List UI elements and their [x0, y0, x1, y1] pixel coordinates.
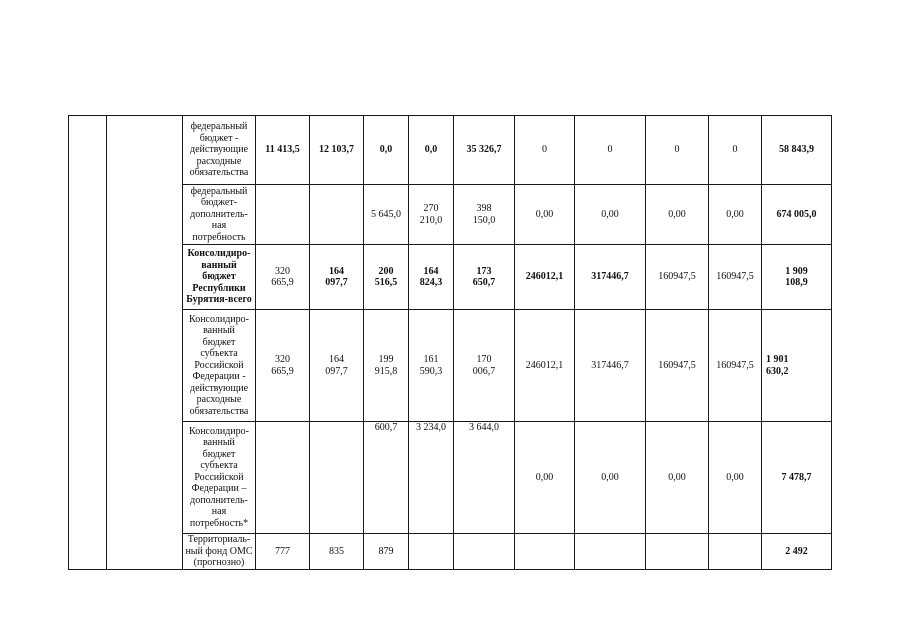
value-cell: 317446,7	[575, 310, 646, 422]
merged-number-cell	[69, 116, 107, 570]
value-cell: 200 516,5	[364, 245, 409, 310]
value-cell: 0	[515, 116, 575, 185]
value-cell: 0,00	[575, 185, 646, 245]
value-cell: 164 097,7	[310, 310, 364, 422]
value-cell: 35 326,7	[454, 116, 515, 185]
table-row	[69, 534, 832, 570]
value-cell: 3 234,0	[409, 422, 454, 534]
merged-name-cell	[107, 116, 183, 570]
value-cell: 161 590,3	[409, 310, 454, 422]
table-row	[69, 310, 832, 422]
source-label: Консолидиро- ванный бюджет Республики Бурятия-всего	[183, 245, 256, 310]
source-label: федеральный бюджет- дополнитель- ная потребность	[183, 185, 256, 245]
value-cell: 879	[364, 534, 409, 570]
value-cell	[310, 422, 364, 534]
value-cell: 0,00	[709, 185, 762, 245]
value-cell: 777	[256, 534, 310, 570]
value-cell	[256, 185, 310, 245]
total-cell: 674 005,0	[762, 185, 832, 245]
value-cell: 11 413,5	[256, 116, 310, 185]
value-cell: 160947,5	[646, 245, 709, 310]
value-cell	[409, 534, 454, 570]
value-cell: 3 644,0	[454, 422, 515, 534]
table-row	[69, 185, 832, 245]
value-cell: 246012,1	[515, 245, 575, 310]
value-cell: 164 824,3	[409, 245, 454, 310]
value-cell: 199 915,8	[364, 310, 409, 422]
source-label: Консолидиро- ванный бюджет субъекта Российской Федерации – дополнитель- ная потребность*	[183, 422, 256, 534]
value-cell: 0,00	[515, 185, 575, 245]
table-row	[69, 422, 832, 534]
value-cell	[646, 534, 709, 570]
value-cell: 600,7	[364, 422, 409, 534]
value-cell: 0,00	[709, 422, 762, 534]
value-cell	[256, 422, 310, 534]
budget-table	[68, 115, 832, 570]
value-cell: 0	[646, 116, 709, 185]
value-cell: 164 097,7	[310, 245, 364, 310]
value-cell: 0,00	[575, 422, 646, 534]
table-row	[69, 245, 832, 310]
value-cell: 246012,1	[515, 310, 575, 422]
value-cell: 12 103,7	[310, 116, 364, 185]
value-cell: 0,00	[515, 422, 575, 534]
table-row	[69, 116, 832, 185]
value-cell: 317446,7	[575, 245, 646, 310]
value-cell: 0	[575, 116, 646, 185]
value-cell	[454, 534, 515, 570]
value-cell	[709, 534, 762, 570]
value-cell: 170 006,7	[454, 310, 515, 422]
source-label: федеральный бюджет - действующие расходные обязательства	[183, 116, 256, 185]
value-cell	[310, 185, 364, 245]
total-cell: 1 901 630,2	[762, 310, 832, 422]
value-cell: 270 210,0	[409, 185, 454, 245]
total-cell: 1 909 108,9	[762, 245, 832, 310]
total-cell: 7 478,7	[762, 422, 832, 534]
value-cell: 5 645,0	[364, 185, 409, 245]
value-cell: 320 665,9	[256, 310, 310, 422]
total-cell: 58 843,9	[762, 116, 832, 185]
value-cell: 398 150,0	[454, 185, 515, 245]
value-cell: 160947,5	[709, 245, 762, 310]
value-cell: 0,0	[364, 116, 409, 185]
value-cell: 173 650,7	[454, 245, 515, 310]
total-cell: 2 492	[762, 534, 832, 570]
source-label: Консолидиро- ванный бюджет субъекта Российской Федерации - действующие расходные обязательства	[183, 310, 256, 422]
source-label: Территориаль- ный фонд ОМС (прогнозно)	[183, 534, 256, 570]
value-cell: 0,00	[646, 422, 709, 534]
value-cell: 0,00	[646, 185, 709, 245]
value-cell	[575, 534, 646, 570]
value-cell: 160947,5	[646, 310, 709, 422]
value-cell: 160947,5	[709, 310, 762, 422]
value-cell: 835	[310, 534, 364, 570]
value-cell: 0,0	[409, 116, 454, 185]
value-cell	[515, 534, 575, 570]
value-cell: 320 665,9	[256, 245, 310, 310]
value-cell: 0	[709, 116, 762, 185]
